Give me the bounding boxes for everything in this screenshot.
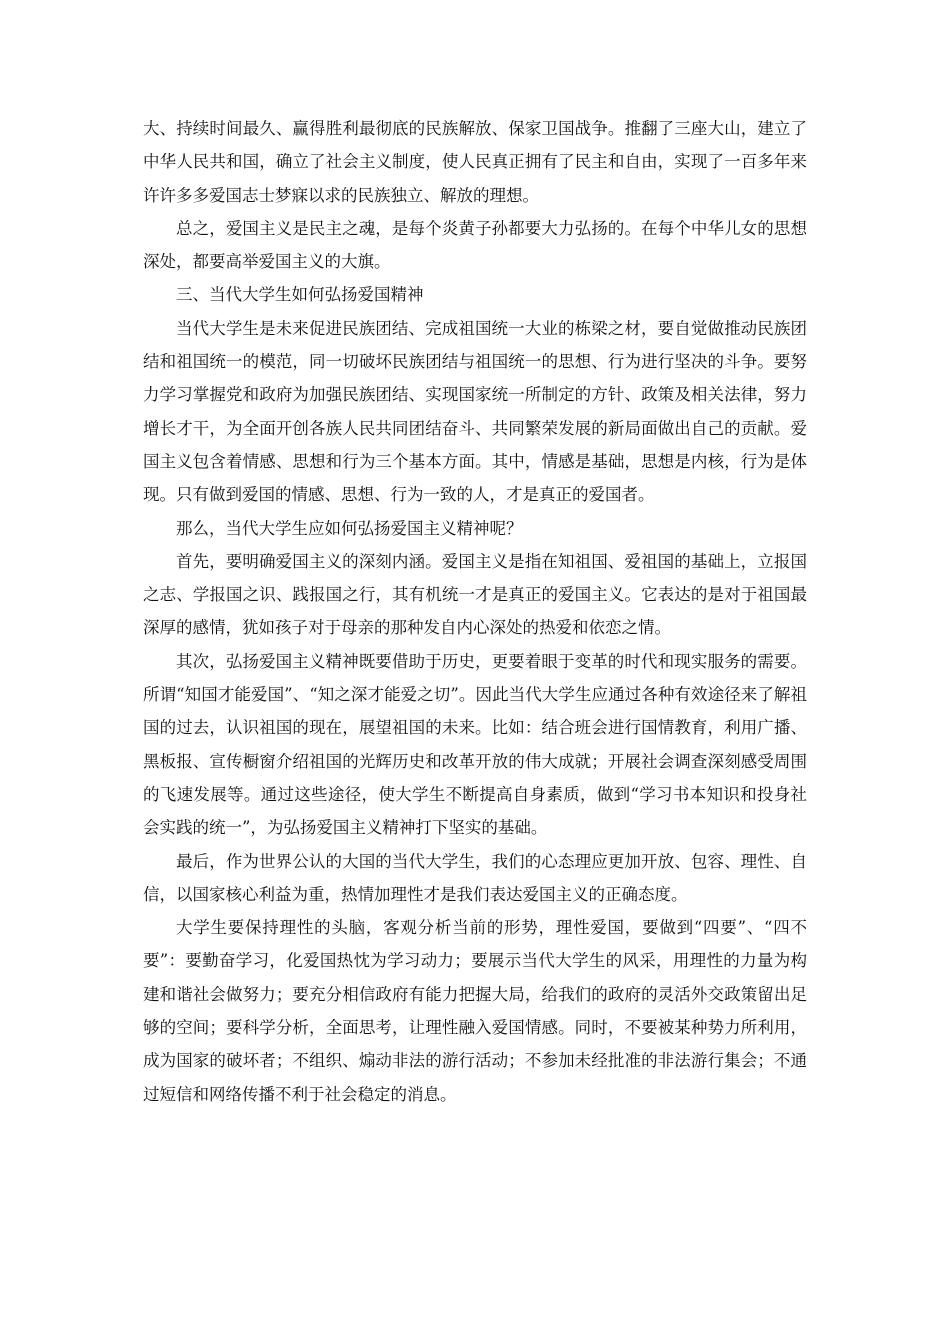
document-page [143,112,807,1111]
paragraph-6: 其次，弘扬爱国主义精神既要借助于历史，更要着眼于变革的时代和现实服务的需要。所谓“知国才能爱国”、“知之深才能爱之切”。因此当代大学生应通过各种有效途径来了解祖国的过去，认识祖国的现在，展望祖国的未来。比如：结合班会进行国情教育，利用广播、黑板报、宣传橱窗介绍祖国的光辉历史和改革开放的伟大成就；开展社会调查深刻感受周围的飞速发展等。通过这些途径，使大学生不断提高自身素质，做到“学习书本知识和投身社会实践的统一”，为弘扬爱国主义精神打下坚实的基础。 [143,651,807,838]
paragraph-3: 当代大学生是未来促进民族团结、完成祖国统一大业的栋梁之材，要自觉做推动民族团结和祖国统一的模范，同一切破坏民族团结与祖国统一的思想、行为进行坚决的斗争。要努力学习掌握党和政府为加强民族团结、实现国家统一所制定的方针、政策及相关法律，努力增长才干，为全面开创各族人民共同团结奋斗、共同繁荣发展的新局面做出自己的贡献。爱国主义包含着情感、思想和行为三个基本方面。其中，情感是基础，思想是内核，行为是体现。只有做到爱国的情感、思想、行为一致的人，才是真正的爱国者。 [143,318,807,505]
paragraph-2: 总之，爱国主义是民主之魂，是每个炎黄子孙都要大力弘扬的。在每个中华儿女的思想深处，都要高举爱国主义的大旗。 [143,218,807,272]
paragraph-7: 最后，作为世界公认的大国的当代大学生，我们的心态理应更加开放、包容、理性、自信，以国家核心利益为重，热情加理性才是我们表达爱国主义的正确态度。 [143,851,807,904]
paragraph-8: 大学生要保持理性的头脑，客观分析当前的形势，理性爱国，要做到“四要”、“四不要”：要勤奋学习，化爱国热忱为学习动力；要展示当代大学生的风采，用理性的力量为构建和谐社会做努力；要充分相信政府有能力把握大局，给我们的政府的灵活外交政策留出足够的空间；要科学分析，全面思考，让理性融入爱国情感。同时，不要被某种势力所利用，成为国家的破坏者；不组织、煽动非法的游行活动；不参加未经批准的非法游行集会；不通过短信和网络传播不利于社会稳定的消息。 [143,918,807,1104]
paragraph-1: 大、持续时间最久、赢得胜利最彻底的民族解放、保家卫国战争。推翻了三座大山，建立了中华人民共和国，确立了社会主义制度，使人民真正拥有了民主和自由，实现了一百多年来许许多多爱国志士梦寐以求的民族独立、解放的理想。 [143,119,807,205]
paragraph-5: 首先，要明确爱国主义的深刻内涵。爱国主义是指在知祖国、爱祖国的基础上，立报国之志、学报国之识、践报国之行，其有机统一才是真正的爱国主义。它表达的是对于祖国最深厚的感情，犹如孩子对于母亲的那种发自内心深处的热爱和依恋之情。 [143,551,807,638]
paragraph-4: 那么，当代大学生应如何弘扬爱国主义精神呢？ [176,518,523,538]
section-heading: 三、当代大学生如何弘扬爱国精神 [176,285,424,305]
